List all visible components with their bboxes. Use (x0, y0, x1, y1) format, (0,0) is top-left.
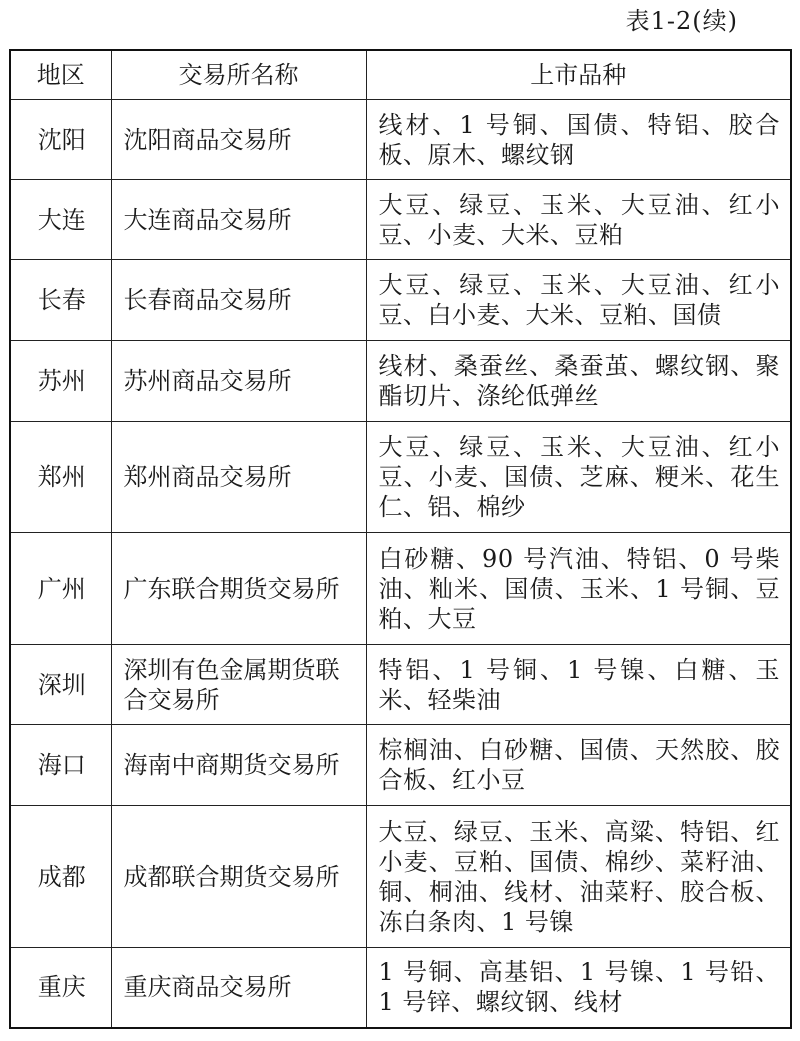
exchange-table (9, 49, 792, 1029)
products-cell: 大豆、绿豆、玉米、大豆油、红小豆、白小麦、大米、豆粕、国债 (366, 260, 791, 341)
table-row (10, 422, 791, 533)
products-cell: 特铝、1 号铜、1 号镍、白糖、玉米、轻柴油 (366, 645, 791, 725)
region-cell: 成都 (10, 806, 111, 948)
products-cell: 1 号铜、高基铝、1 号镍、1 号铅、1 号锌、螺纹钢、线材 (366, 948, 791, 1028)
table-row (10, 100, 791, 180)
region-cell: 深圳 (10, 645, 111, 725)
exchange-name-cell: 成都联合期货交易所 (111, 806, 366, 948)
header-region: 地区 (10, 50, 111, 100)
header-products: 上市品种 (366, 50, 791, 100)
table-row (10, 533, 791, 645)
table-row (10, 725, 791, 806)
exchange-name-cell: 大连商品交易所 (111, 180, 366, 260)
region-cell: 海口 (10, 725, 111, 806)
exchange-name-cell: 郑州商品交易所 (111, 422, 366, 533)
products-cell: 线材、1 号铜、国债、特铝、胶合板、原木、螺纹钢 (366, 100, 791, 180)
region-cell: 沈阳 (10, 100, 111, 180)
exchange-name-cell: 海南中商期货交易所 (111, 725, 366, 806)
table-caption: 表1-2(续) (625, 7, 738, 35)
table-row (10, 806, 791, 948)
exchange-name-cell: 深圳有色金属期货联合交易所 (111, 645, 366, 725)
exchange-name-cell: 沈阳商品交易所 (111, 100, 366, 180)
region-cell: 郑州 (10, 422, 111, 533)
products-cell: 大豆、绿豆、玉米、高粱、特铝、红小麦、豆粕、国债、棉纱、菜籽油、铜、桐油、线材、油菜籽、胶合板、冻白条肉、1 号镍 (366, 806, 791, 948)
region-cell: 广州 (10, 533, 111, 645)
table-header-row (10, 50, 791, 100)
header-exchange: 交易所名称 (111, 50, 366, 100)
region-cell: 重庆 (10, 948, 111, 1028)
exchange-name-cell: 长春商品交易所 (111, 260, 366, 341)
products-cell: 线材、桑蚕丝、桑蚕茧、螺纹钢、聚酯切片、涤纶低弹丝 (366, 341, 791, 422)
exchange-name-cell: 苏州商品交易所 (111, 341, 366, 422)
exchange-name-cell: 重庆商品交易所 (111, 948, 366, 1028)
products-cell: 大豆、绿豆、玉米、大豆油、红小豆、小麦、国债、芝麻、粳米、花生仁、铝、棉纱 (366, 422, 791, 533)
table-row (10, 260, 791, 341)
table-row (10, 645, 791, 725)
region-cell: 长春 (10, 260, 111, 341)
products-cell: 白砂糖、90 号汽油、特铝、0 号柴油、籼米、国债、玉米、1 号铜、豆粕、大豆 (366, 533, 791, 645)
products-cell: 棕榈油、白砂糖、国债、天然胶、胶合板、红小豆 (366, 725, 791, 806)
products-cell: 大豆、绿豆、玉米、大豆油、红小豆、小麦、大米、豆粕 (366, 180, 791, 260)
region-cell: 大连 (10, 180, 111, 260)
table-row (10, 341, 791, 422)
table-row (10, 948, 791, 1028)
region-cell: 苏州 (10, 341, 111, 422)
exchange-name-cell: 广东联合期货交易所 (111, 533, 366, 645)
table-row (10, 180, 791, 260)
